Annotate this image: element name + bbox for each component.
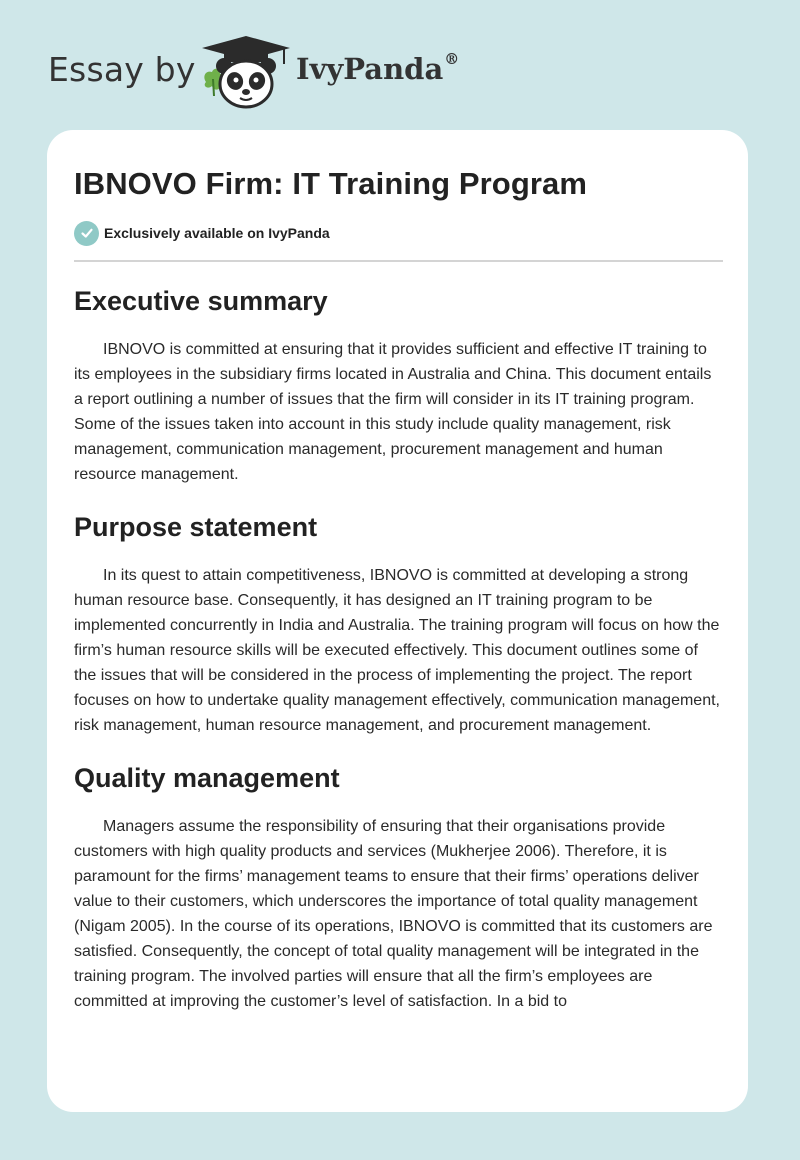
ivypanda-logo[interactable] <box>200 34 292 110</box>
registered-mark: ® <box>444 50 460 69</box>
section-body-purpose-statement: In its quest to attain competitiveness, IBNOVO is committed at developing a strong human resource base. Consequently, it has designed an IT training program to be implemented concurrently in India and Australia. The training program will focus on how the firm’s human resource skills will be executed effectively. This document outlines some of the issues that will be considered in the process of implementing the project. The report focuses on how to undertake quality management effectively, communication management, risk management, human resource management, and procurement management. <box>74 567 720 734</box>
article-card <box>47 130 748 1112</box>
section-heading-purpose-statement: Purpose statement <box>74 512 318 542</box>
panda-logo-icon <box>200 34 292 110</box>
section-body-executive-summary: IBNOVO is committed at ensuring that it provides sufficient and effective IT training to its employees in the subsidiary firms located in Australia and China. This document entails a report outlining a number of issues that the firm will consider in its IT training program. Some of the issues taken into account in this study include quality management, risk management, communication management, procurement management and human resource management. <box>74 341 712 483</box>
section-heading-executive-summary: Executive summary <box>74 286 328 316</box>
brand-text: IvyPanda <box>296 52 444 86</box>
essay-by-label: Essay by <box>48 50 196 89</box>
divider <box>74 260 723 262</box>
section-body-quality-management: Managers assume the responsibility of ensuring that their organisations provide customers with high quality products and services (Mukherjee 2006). Therefore, it is paramount for the firms’ management teams to ensure that their firms’ operations deliver value to their customers, which underscores the importance of total quality management (Nigam 2005). In the course of its operations, IBNOVO is committed that its customers are satisfied. Consequently, the concept of total quality management will be integrated in the training program. The involved parties will ensure that all the firm’s employees are committed at improving the customer’s level of satisfaction. In a bid to <box>74 818 713 1010</box>
brand-name[interactable] <box>296 52 459 86</box>
page-title: IBNOVO Firm: IT Training Program <box>74 166 588 201</box>
check-circle-icon <box>74 221 99 246</box>
badge-label: Exclusively available on IvyPanda <box>104 225 330 241</box>
site-header <box>0 0 800 130</box>
exclusive-badge <box>74 220 722 246</box>
section-heading-quality-management: Quality management <box>74 763 340 793</box>
